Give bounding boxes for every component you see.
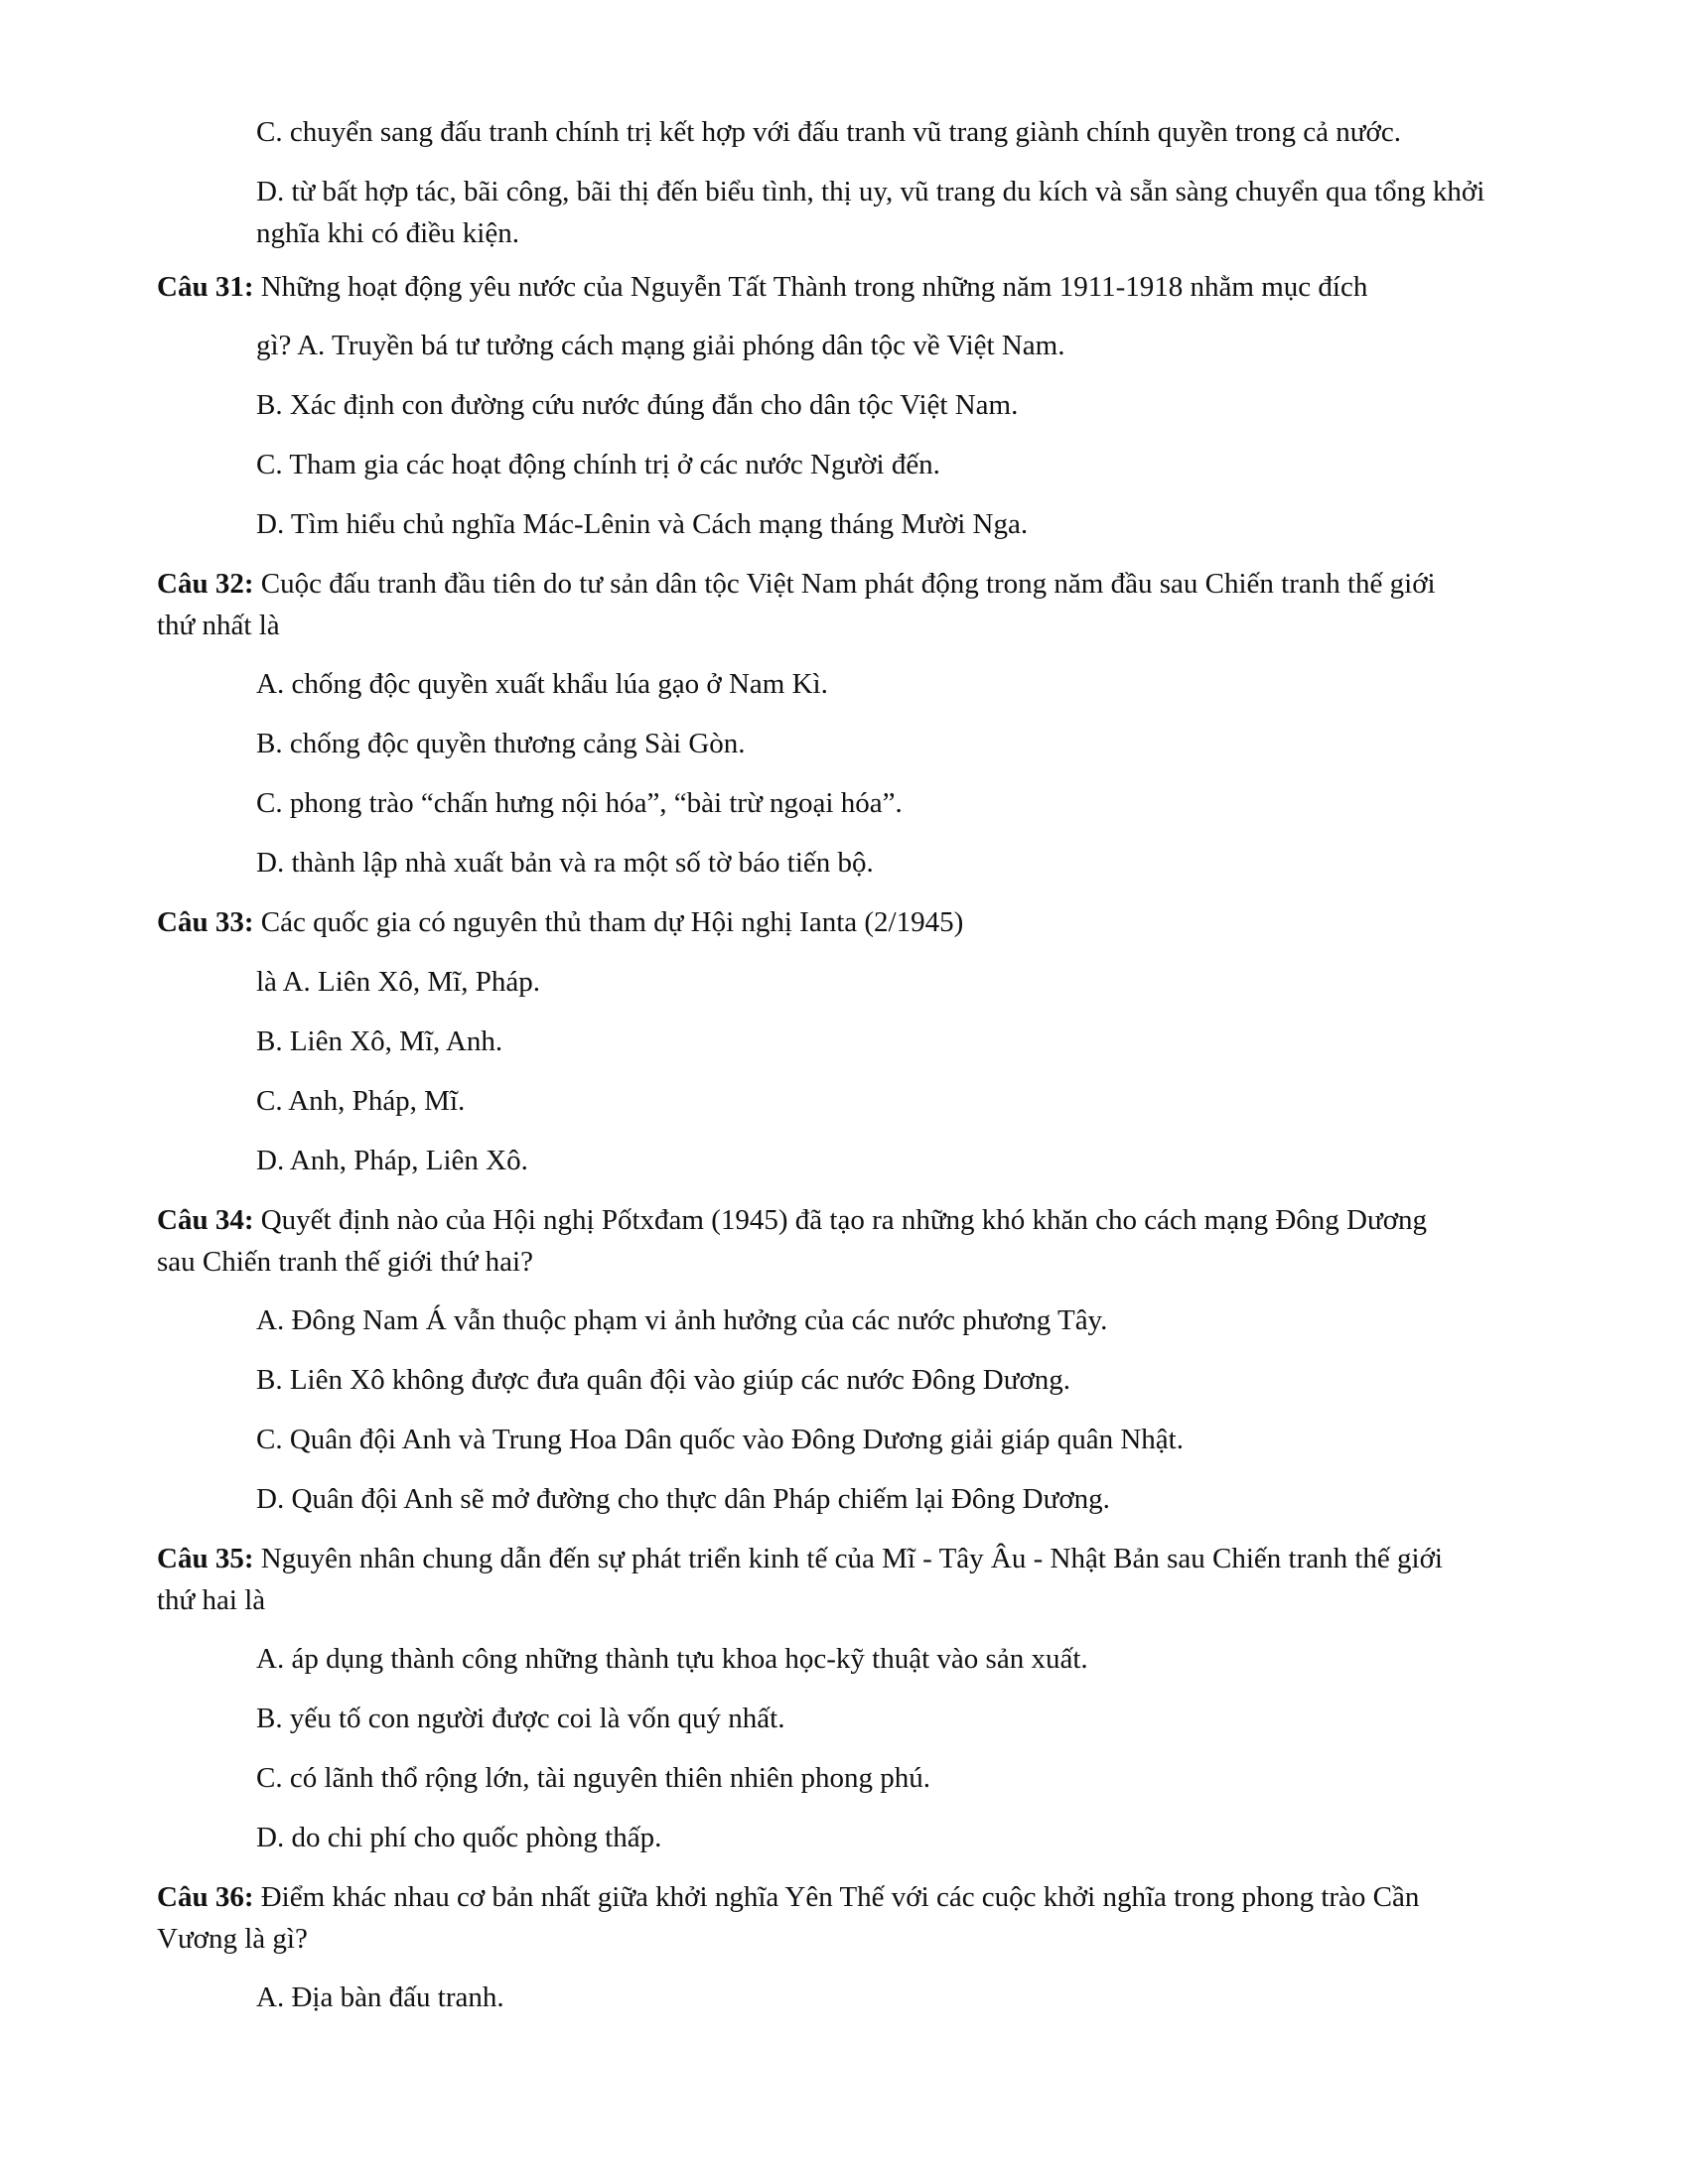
question-32-text-continued: thứ nhất là	[157, 610, 280, 641]
question-31-option-b: B. Xác định con đường cứu nước đúng đắn cho dân tộc Việt Nam.	[256, 389, 1019, 421]
question-34-option-b: B. Liên Xô không được đưa quân đội vào giúp các nước Đông Dương.	[256, 1364, 1071, 1396]
question-32-text: Cuộc đấu tranh đầu tiên do tư sản dân tộc Việt Nam phát động trong năm đầu sau Chiến tranh thế giới	[260, 568, 1436, 600]
question-34-option-d: D. Quân đội Anh sẽ mở đường cho thực dân Pháp chiếm lại Đông Dương.	[256, 1483, 1110, 1515]
question-32-option-c: C. phong trào “chấn hưng nội hóa”, “bài trừ ngoại hóa”.	[256, 787, 903, 819]
question-35-label: Câu 35:	[157, 1543, 254, 1574]
question-35-option-d: D. do chi phí cho quốc phòng thấp.	[256, 1822, 662, 1853]
question-34-text-continued: sau Chiến tranh thế giới thứ hai?	[157, 1246, 533, 1278]
question-33-option-b: B. Liên Xô, Mĩ, Anh.	[256, 1025, 503, 1057]
question-35-text: Nguyên nhân chung dẫn đến sự phát triển kinh tế của Mĩ - Tây Âu - Nhật Bản sau Chiến tranh thế giới	[260, 1543, 1443, 1574]
question-36-text-continued: Vương là gì?	[157, 1923, 308, 1955]
question-35-option-a: A. áp dụng thành công những thành tựu khoa học-kỹ thuật vào sản xuất.	[256, 1643, 1088, 1675]
question-33-stem	[157, 902, 963, 942]
question-34-label: Câu 34:	[157, 1204, 254, 1236]
question-31-text: Những hoạt động yêu nước của Nguyễn Tất Thành trong những năm 1911-1918 nhằm mục đích	[260, 271, 1368, 303]
question-34-option-a: A. Đông Nam Á vẫn thuộc phạm vi ảnh hưởng của các nước phương Tây.	[256, 1304, 1108, 1336]
question-35-text-continued: thứ hai là	[157, 1584, 266, 1616]
question-31-label: Câu 31:	[157, 271, 254, 303]
question-35-option-c: C. có lãnh thổ rộng lớn, tài nguyên thiên nhiên phong phú.	[256, 1762, 931, 1794]
question-36-stem	[157, 1877, 1419, 1917]
question-33-option-a: là A. Liên Xô, Mĩ, Pháp.	[256, 966, 540, 998]
question-33-option-c: C. Anh, Pháp, Mĩ.	[256, 1085, 466, 1117]
question-31-option-c: C. Tham gia các hoạt động chính trị ở các nước Người đến.	[256, 449, 940, 480]
question-36-label: Câu 36:	[157, 1881, 254, 1913]
lead-option-d: D. từ bất hợp tác, bãi công, bãi thị đến biểu tình, thị uy, vũ trang du kích và sẵn sàng chuyển qua tổng khởi	[256, 176, 1485, 207]
question-34-stem	[157, 1200, 1427, 1240]
question-32-option-a: A. chống độc quyền xuất khẩu lúa gạo ở Nam Kì.	[256, 668, 828, 700]
question-35-stem	[157, 1539, 1443, 1578]
question-32-option-b: B. chống độc quyền thương cảng Sài Gòn.	[256, 728, 746, 759]
question-32-option-d: D. thành lập nhà xuất bản và ra một số tờ báo tiến bộ.	[256, 847, 874, 879]
lead-option-d-continued: nghĩa khi có điều kiện.	[256, 217, 519, 249]
question-32-label: Câu 32:	[157, 568, 254, 600]
question-35-option-b: B. yếu tố con người được coi là vốn quý nhất.	[256, 1703, 785, 1734]
question-36-text: Điểm khác nhau cơ bản nhất giữa khởi nghĩa Yên Thế với các cuộc khởi nghĩa trong phong trào Cần	[260, 1881, 1420, 1913]
question-36-option-a: A. Địa bàn đấu tranh.	[256, 1981, 504, 2013]
question-33-text: Các quốc gia có nguyên thủ tham dự Hội nghị Ianta (2/1945)	[260, 906, 964, 938]
question-34-option-c: C. Quân đội Anh và Trung Hoa Dân quốc vào Đông Dương giải giáp quân Nhật.	[256, 1424, 1184, 1455]
question-32-stem	[157, 564, 1436, 604]
question-33-label: Câu 33:	[157, 906, 254, 938]
question-31-option-d: D. Tìm hiểu chủ nghĩa Mác-Lênin và Cách mạng tháng Mười Nga.	[256, 508, 1029, 540]
question-33-option-d: D. Anh, Pháp, Liên Xô.	[256, 1145, 528, 1176]
question-31-option-a: gì? A. Truyền bá tư tưởng cách mạng giải phóng dân tộc về Việt Nam.	[256, 330, 1065, 361]
question-31-stem	[157, 267, 1367, 307]
lead-option-c: C. chuyển sang đấu tranh chính trị kết hợp với đấu tranh vũ trang giành chính quyền trong cả nước.	[256, 116, 1401, 148]
question-34-text: Quyết định nào của Hội nghị Pốtxđam (1945) đã tạo ra những khó khăn cho cách mạng Đông Dương	[260, 1204, 1428, 1236]
